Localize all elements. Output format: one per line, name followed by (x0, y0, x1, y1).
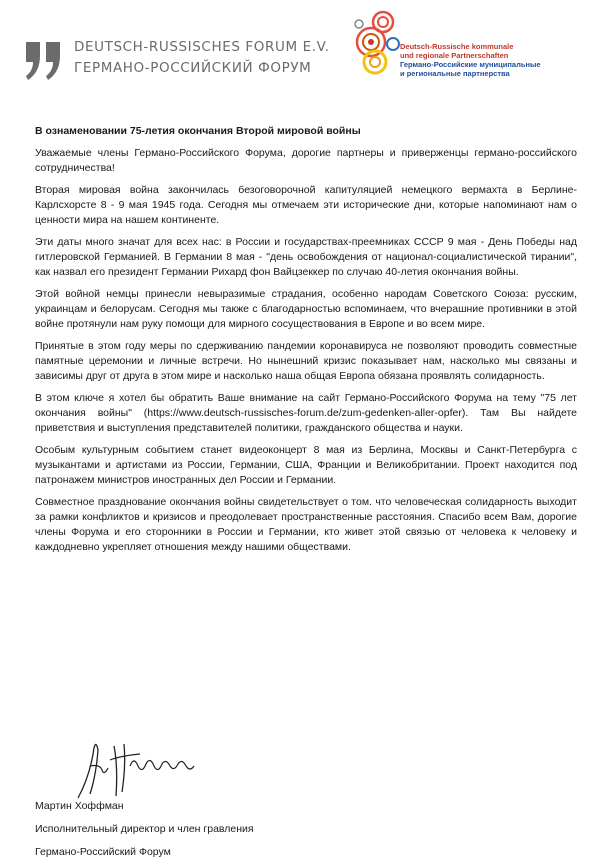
paragraph: В этом ключе я хотел бы обратить Ваше внимание на сайт Германо-Российского Форума на тему "75 лет окончания войны" (https://www.deutsch-russisches-forum.de/zum-gedenken-aller-opfer). Там Вы найдете приветствия и выступления представителей политики, гражданского общества и науки. (35, 392, 577, 434)
paragraph: Вторая мировая война закончилась безоговорочной капитуляцией немецкого вермахта в Берлине-Карлсхорсте 8 - 9 мая 1945 года. Сегодня мы отмечаем эти исторические дни, которые напоминают нам о ценности мира на нашем континенте. (35, 184, 577, 226)
org-name-de: DEUTSCH-RUSSISCHES FORUM E.V. (74, 39, 330, 55)
paragraph: Принятые в этом году меры по сдерживанию пандемии коронавируса не позволяют проводить совместные памятные церемонии и личные встречи. Но нынешний кризис показывает нам, насколько мы связаны и зависимы друг от друга в этом мире и насколько наша общая Европа обязана проявлять солидарность. (35, 340, 577, 382)
partnership-line-3: Германо-Российские муниципальные (400, 60, 541, 69)
letter-body (35, 124, 577, 562)
signer-organization: Германо-Российский Форум (35, 846, 171, 858)
paragraph: Совместное празднование окончания войны свидетельствует о том. что человеческая солидарность выходит за рамки конфликтов и кризисов и преодолевает пространственные расстояния. Спасибо всем Вам, дорогие члены Форума и его сторонники в России и Германии, кто живет этой связью от человека к человеку и каждодневно укрепляет отношения между нашими обществами. (35, 496, 577, 553)
letterhead (0, 0, 614, 100)
paragraph: Эти даты много значат для всех нас: в России и государствах-преемниках СССР 9 мая - День Победы над гитлеровской Германией. В Германии 8 мая - "день освобождения от национал-социалистической тирании", как назвал его президент Германии Рихард фон Вайцзеккер по случаю 40-летия окончания войны. (35, 236, 577, 278)
quote-mark-logo (24, 42, 64, 80)
letter-title: В ознаменовании 75-летия окончания Второй мировой войны (35, 125, 361, 137)
partnership-line-2: und regionale Partnerschaften (400, 51, 509, 60)
paragraph: Особым культурным событием станет видеоконцерт 8 мая из Берлина, Москвы и Санкт-Петербурга с музыкантами и артистами из России, Германии, США, Франции и Великобритании. Проект находится под патронажем министров иностранных дел России и Германии. (35, 444, 577, 486)
signature-block (35, 799, 254, 868)
partnership-logo (349, 10, 403, 76)
partnership-line-4: и региональные партнерства (400, 69, 510, 78)
org-name-ru: ГЕРМАНО-РОССИЙСКИЙ ФОРУМ (74, 60, 312, 76)
signer-position: Исполнительный директор и член гравления (35, 823, 254, 835)
partnership-line-1: Deutsch-Russische kommunale (400, 42, 514, 51)
paragraph-greeting: Уважаемые члены Германо-Российского Форума, дорогие партнеры и приверженцы германо-российского сотрудничества! (35, 147, 577, 174)
partnership-text (400, 42, 541, 78)
signer-name: Мартин Хоффман (35, 800, 124, 812)
paragraph: Этой войной немцы принесли невыразимые страдания, особенно народам Советского Союза: русским, украинцам и белорусам. Сегодня мы также с благодарностью вспоминаем, что вчерашние противники в этой войне протянули нам руку помощи для мирного сосуществования в Европе и во всем мире. (35, 288, 577, 330)
handwritten-signature (60, 736, 200, 800)
